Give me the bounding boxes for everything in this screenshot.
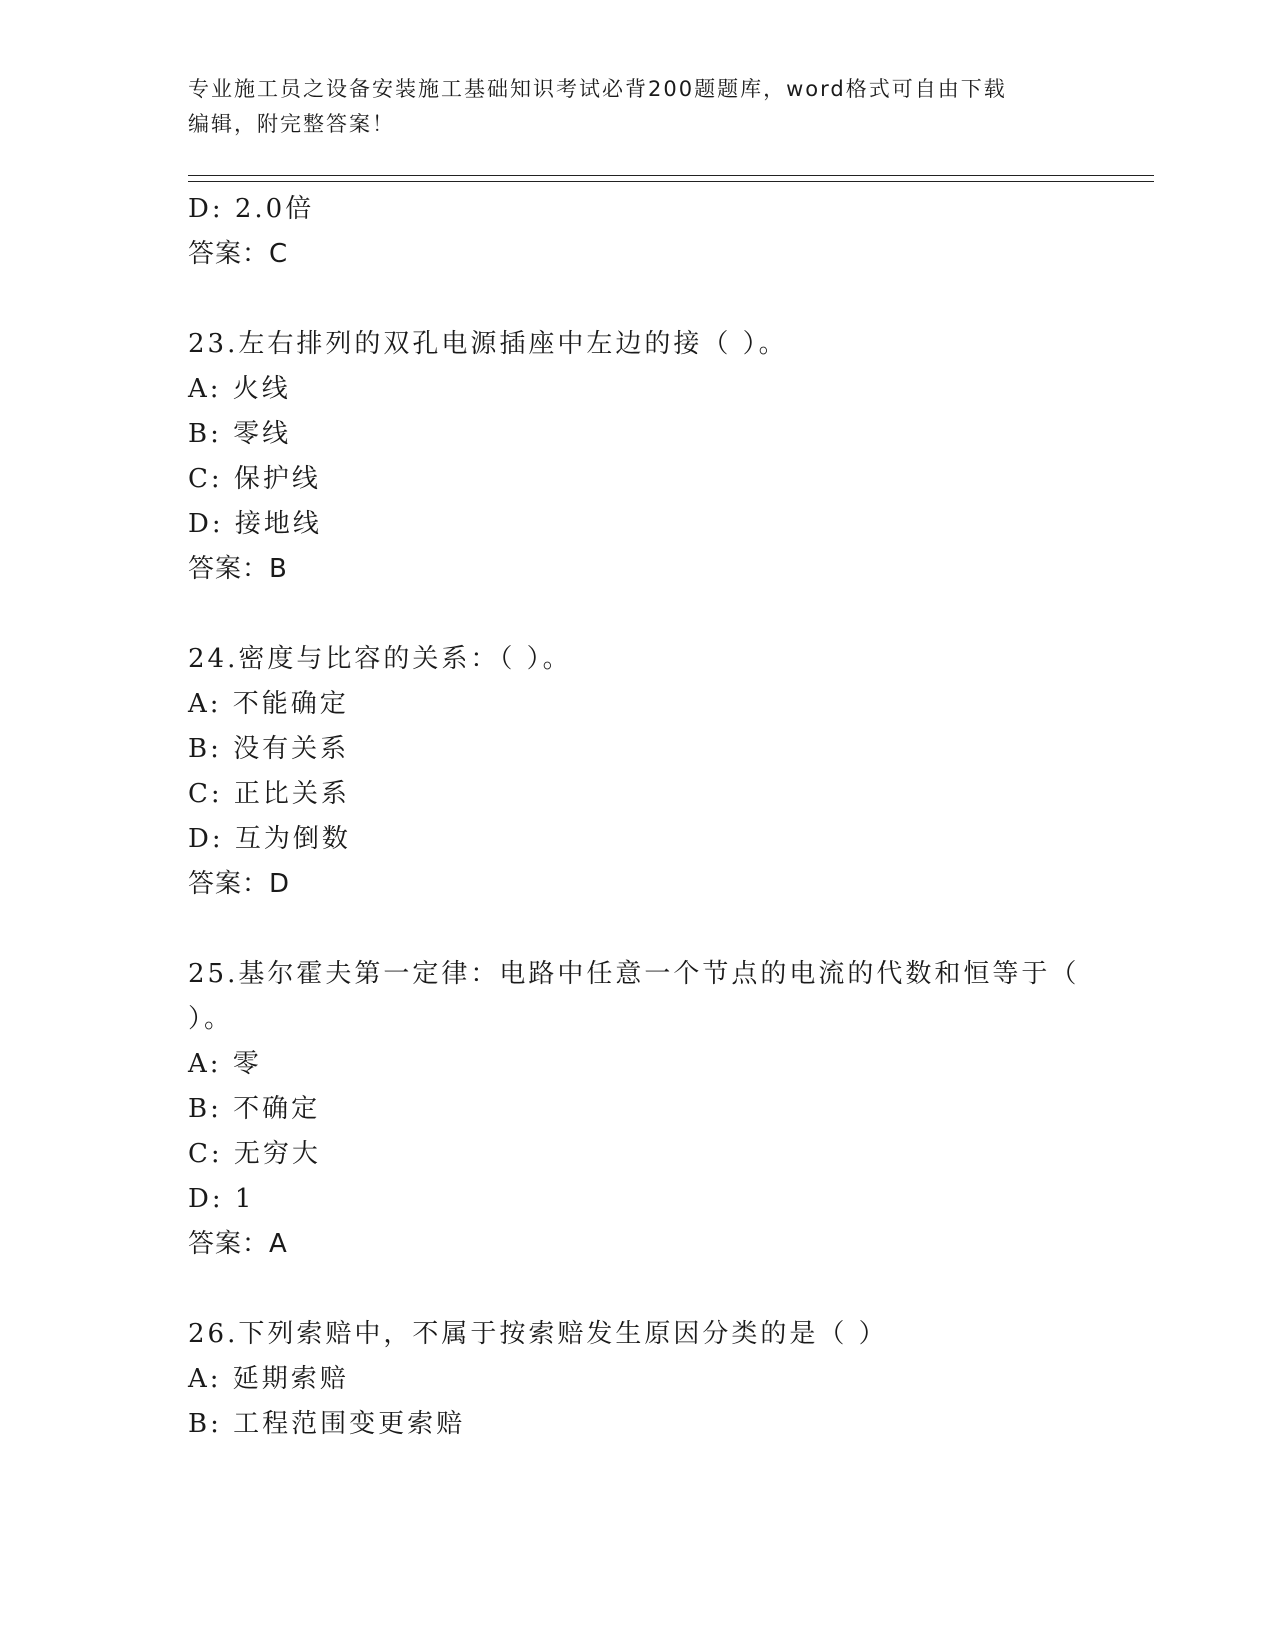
question-stem: 23.左右排列的双孔电源插座中左边的接（ ）。 xyxy=(188,329,788,359)
option-b: B: 不确定 xyxy=(188,1094,321,1124)
option-d: D: 1 xyxy=(188,1184,255,1214)
spacer xyxy=(188,907,1088,952)
question-stem: 25.基尔霍夫第一定律：电路中任意一个节点的电流的代数和恒等于（ xyxy=(188,959,1080,989)
header-line-2: 编辑，附完整答案！ xyxy=(188,112,395,136)
document-body xyxy=(188,187,1088,1447)
question-23 xyxy=(188,322,1088,592)
spacer xyxy=(188,1267,1088,1312)
answer-line: 答案：D xyxy=(188,869,291,899)
option-a: A: 不能确定 xyxy=(188,689,349,719)
header-rule-bottom xyxy=(188,181,1154,182)
question-25 xyxy=(188,952,1088,1267)
option-b: B: 没有关系 xyxy=(188,734,350,764)
option-b: B: 零线 xyxy=(188,419,292,449)
option-c: C: 无穷大 xyxy=(188,1139,321,1169)
option-c: C: 正比关系 xyxy=(188,779,350,809)
previous-question-tail xyxy=(188,187,1088,277)
question-stem: 26.下列索赔中，不属于按索赔发生原因分类的是（ ） xyxy=(188,1319,888,1349)
question-26 xyxy=(188,1312,1088,1447)
option-b: B: 工程范围变更索赔 xyxy=(188,1409,466,1439)
question-24 xyxy=(188,637,1088,907)
header-line-1: 专业施工员之设备安装施工基础知识考试必背200题题库，word格式可自由下载 xyxy=(188,77,1007,101)
spacer xyxy=(188,277,1088,322)
option-d: D: 接地线 xyxy=(188,509,322,539)
answer-line: 答案：A xyxy=(188,1229,288,1259)
option-d: D: 2.0倍 xyxy=(188,194,315,224)
option-c: C: 保护线 xyxy=(188,464,321,494)
option-d: D: 互为倒数 xyxy=(188,824,351,854)
answer-line: 答案：B xyxy=(188,554,288,584)
question-stem-continued: ）。 xyxy=(188,1004,234,1034)
option-a: A: 延期索赔 xyxy=(188,1364,349,1394)
option-a: A: 火线 xyxy=(188,374,291,404)
document-header xyxy=(188,72,1068,142)
spacer xyxy=(188,592,1088,637)
question-stem: 24.密度与比容的关系：（ ）。 xyxy=(188,644,572,674)
answer-line: 答案：C xyxy=(188,239,289,269)
option-a: A: 零 xyxy=(188,1049,262,1079)
header-rule-top xyxy=(188,175,1154,176)
